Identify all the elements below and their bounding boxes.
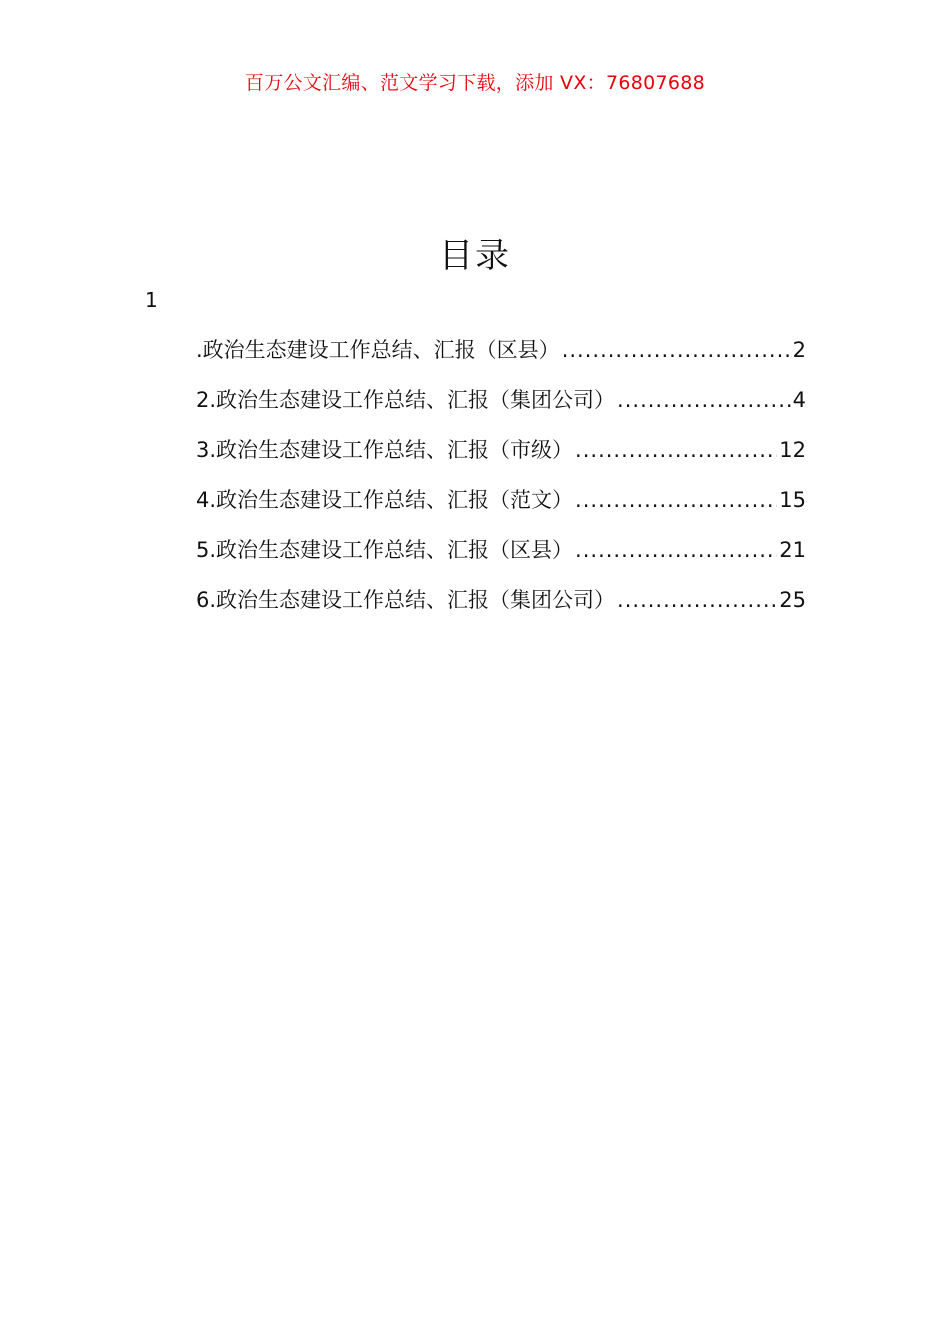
toc-entry-title: 3.政治生态建设工作总结、汇报（市级） bbox=[196, 438, 574, 462]
toc-entry-page-number: 4 bbox=[792, 388, 806, 412]
table-of-contents bbox=[196, 334, 806, 634]
toc-entry[interactable] bbox=[196, 484, 806, 534]
toc-leader-dots bbox=[575, 538, 777, 562]
toc-entry-page-number: 15 bbox=[779, 488, 806, 512]
toc-entry-title: 2.政治生态建设工作总结、汇报（集团公司） bbox=[196, 388, 616, 412]
toc-entry[interactable] bbox=[196, 334, 806, 384]
toc-entry[interactable] bbox=[196, 434, 806, 484]
toc-entry-page-number: 21 bbox=[779, 538, 806, 562]
toc-leader-dots bbox=[575, 488, 777, 512]
toc-entry-page-number: 25 bbox=[779, 588, 806, 612]
toc-entry-page-number: 2 bbox=[792, 338, 806, 362]
toc-entry-page-number: 12 bbox=[779, 438, 806, 462]
toc-entry[interactable] bbox=[196, 384, 806, 434]
toc-entry-title: 4.政治生态建设工作总结、汇报（范文） bbox=[196, 488, 574, 512]
page-title: 目录 bbox=[439, 236, 511, 276]
toc-leader-dots bbox=[617, 588, 777, 612]
toc-leader-dots bbox=[575, 438, 777, 462]
toc-entry-title: .政治生态建设工作总结、汇报（区县） bbox=[196, 338, 560, 362]
toc-entry-title: 5.政治生态建设工作总结、汇报（区县） bbox=[196, 538, 574, 562]
toc-leader-dots bbox=[617, 388, 791, 412]
toc-entry[interactable] bbox=[196, 584, 806, 634]
toc-entry-title: 6.政治生态建设工作总结、汇报（集团公司） bbox=[196, 588, 616, 612]
stray-list-number: 1 bbox=[145, 288, 158, 312]
toc-entry[interactable] bbox=[196, 534, 806, 584]
watermark-header-note: 百万公文汇编、范文学习下载，添加 VX：76807688 bbox=[244, 72, 706, 94]
toc-leader-dots bbox=[562, 338, 791, 362]
